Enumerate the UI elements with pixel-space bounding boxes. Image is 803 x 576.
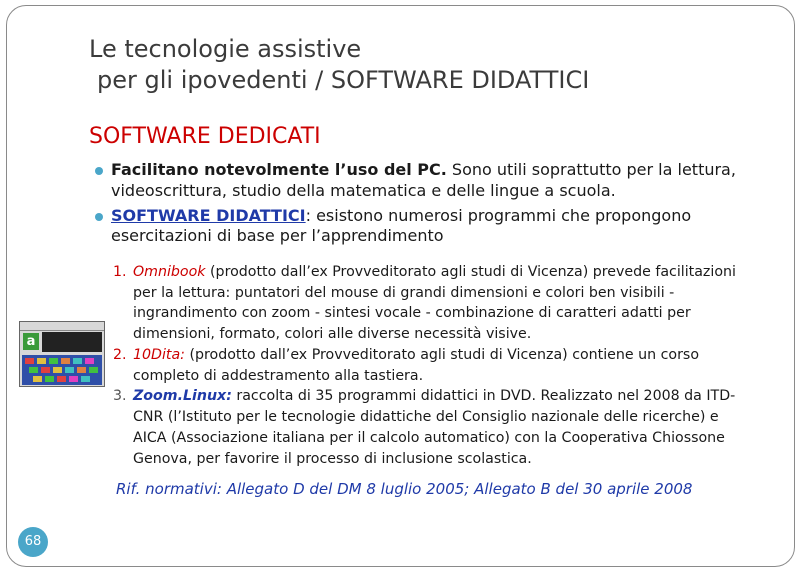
software-screenshot-thumbnail: [19, 321, 105, 387]
item-number: 2.: [113, 346, 127, 363]
thumbnail-toolbar: [20, 322, 104, 331]
bullet-dot-icon: [95, 213, 103, 221]
key-icon: [65, 367, 74, 373]
normative-reference: Rif. normativi: Allegato D del DM 8 luglio 2005; Allegato B del 30 aprile 2008: [116, 480, 693, 498]
key-icon: [85, 358, 94, 364]
item-number: 1.: [113, 264, 127, 280]
item-text: (prodotto dall’ex Provveditorato agli studi di Vicenza) prevede facilitazioni per la lettura: puntatori del mouse di grandi dimensioni e colori ben visibili - ingrandimento con zoom - sintesi vocale - combinazione di caratteri adatti per dimensioni, formato, colori alle diverse necessità visive.: [133, 264, 736, 343]
item-number: 3.: [113, 388, 127, 405]
key-icon: [69, 376, 78, 382]
list-item: [113, 262, 753, 345]
thumbnail-letter: a: [23, 333, 39, 350]
key-icon: [37, 358, 46, 364]
bullet-item: [95, 206, 755, 248]
bullet-text: Sono utili soprattutto per la lettura, videoscrittura, studio della matematica e delle lingue a scuola.: [111, 160, 736, 200]
software-list: [113, 262, 753, 469]
slide-title: [89, 34, 589, 96]
key-icon: [45, 376, 54, 382]
bullet-dot-icon: [95, 167, 103, 175]
title-line-2: per gli ipovedenti / SOFTWARE DIDATTICI: [97, 66, 590, 95]
key-icon: [25, 358, 34, 364]
key-icon: [41, 367, 50, 373]
item-text: raccolta di 35 programmi didattici in DVD. Realizzato nel 2008 da ITD-CNR (l’Istituto per le tecnologie didattiche del Consiglio nazionale delle ricerche) e AICA (Associazione italiana per il calcolo automatico) con la Cooperativa Chiossone Genova, per favorire il processo di inclusione scolastica.: [133, 388, 736, 467]
key-icon: [49, 358, 58, 364]
key-icon: [89, 367, 98, 373]
item-name: 10Dita:: [133, 346, 185, 363]
key-icon: [77, 367, 86, 373]
key-icon: [73, 358, 82, 364]
thumbnail-panel: [42, 332, 102, 352]
bullet-text: : esistono numerosi programmi che propongono esercitazioni di base per l’apprendimento: [111, 205, 692, 246]
bullet-bold-text: Facilitano notevolmente l’uso del PC.: [111, 160, 447, 179]
list-item: [113, 345, 753, 386]
item-name: Omnibook: [133, 264, 206, 280]
key-icon: [53, 367, 62, 373]
key-icon: [57, 376, 66, 382]
item-text: (prodotto dall’ex Provveditorato agli studi di Vicenza) contiene un corso completo di addestramento alla tastiera.: [133, 346, 700, 384]
key-icon: [81, 376, 90, 382]
bullet-list: [95, 160, 755, 251]
key-icon: [61, 358, 70, 364]
section-subtitle: SOFTWARE DEDICATI: [89, 124, 321, 149]
key-icon: [29, 367, 38, 373]
software-didattici-link[interactable]: SOFTWARE DIDATTICI: [111, 205, 306, 225]
item-name: Zoom.Linux:: [133, 388, 232, 405]
bullet-item: [95, 160, 755, 202]
title-line-1: Le tecnologie assistive: [89, 35, 362, 63]
list-item: [113, 386, 753, 469]
key-icon: [33, 376, 42, 382]
page-number-badge: 68: [18, 527, 48, 557]
thumbnail-keyboard: [22, 355, 102, 385]
